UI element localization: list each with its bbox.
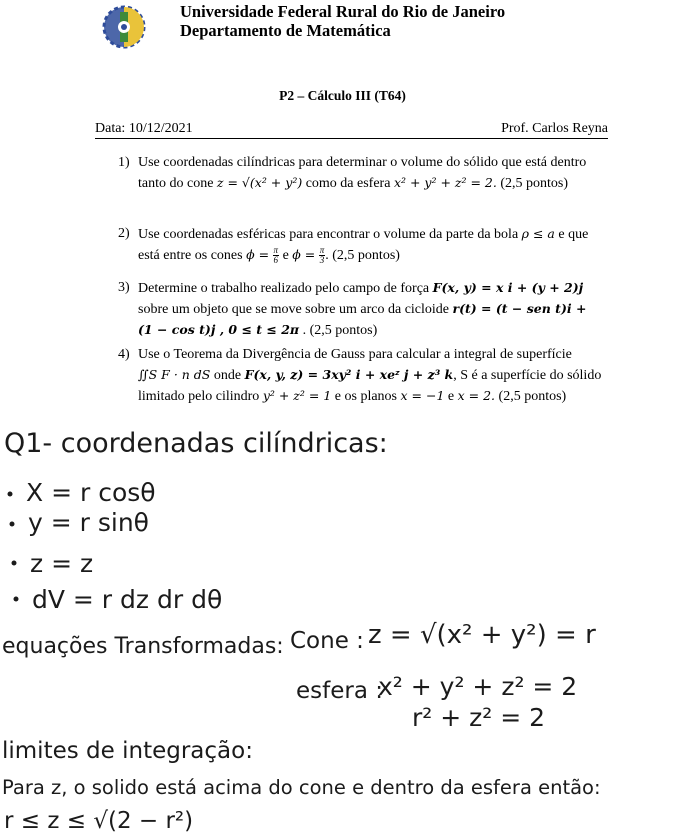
- university-name: Universidade Federal Rural do Rio de Janeiro: [180, 2, 506, 21]
- bullet-dot: [10, 522, 15, 527]
- answer-line: Cone :: [290, 628, 364, 654]
- fraction-numerator: π: [273, 245, 279, 256]
- question-text: onde: [213, 368, 242, 383]
- phi-lhs: ϕ =: [246, 247, 270, 262]
- question-text: como da esfera: [305, 176, 391, 191]
- question-number: 2): [118, 226, 130, 241]
- question-text: sobre um objeto que se move sobre um arco da cicloide: [138, 302, 450, 317]
- surface-integral: ∬S F · n dS: [138, 367, 211, 382]
- question-text: tanto do cone: [138, 176, 214, 191]
- header-divider: [95, 138, 608, 139]
- sphere-equation: x² + y² + z² = 2.: [393, 175, 497, 190]
- question-3: [118, 278, 613, 341]
- question-1: [118, 153, 613, 194]
- answer-equation: z = √(x² + y²) = r: [368, 620, 596, 650]
- fraction-pi-over-6: [273, 246, 280, 265]
- answer-line: z = z: [30, 549, 94, 578]
- bullet-dot: [8, 492, 13, 497]
- question-text: limitado pelo cilindro: [138, 389, 260, 404]
- answer-line: limites de integração:: [2, 738, 253, 764]
- question-4: [118, 345, 613, 407]
- question-text: Use coordenadas esféricas para encontrar o volume da parte da bola: [138, 227, 519, 242]
- phi-lhs: ϕ =: [292, 247, 316, 262]
- answer-line: esfera :: [296, 678, 383, 704]
- answer-line: dV = r dz dr dθ: [32, 585, 223, 614]
- ball-inequality: ρ ≤ a: [521, 226, 555, 241]
- points-label: (2,5 pontos): [500, 176, 569, 191]
- fraction-numerator: π: [319, 245, 325, 256]
- answer-equation: r ≤ z ≤ √(2 − r²): [4, 808, 194, 834]
- question-text: e que: [558, 227, 589, 242]
- question-number: 1): [118, 155, 130, 170]
- bullet-dot: [14, 597, 19, 602]
- points-label: . (2,5 pontos): [302, 323, 378, 338]
- answer-equation: r² + z² = 2: [412, 703, 546, 732]
- professor-name: Prof. Carlos Reyna: [501, 121, 608, 136]
- question-text: e os planos: [334, 389, 397, 404]
- cone-equation: z = √(x² + y²): [216, 175, 303, 190]
- question-2: [118, 224, 613, 266]
- points-label: (2,5 pontos): [498, 389, 567, 404]
- question-text: Determine o trabalho realizado pelo campo de força: [138, 281, 430, 296]
- fraction-denominator: 6: [273, 255, 279, 266]
- plane-equation: x = −1: [400, 388, 445, 403]
- exam-title: P2 – Cálculo III (T64): [279, 88, 406, 103]
- handwritten-answer: [0, 418, 685, 836]
- question-text: e: [447, 389, 455, 404]
- question-text: está entre os cones: [138, 248, 243, 263]
- question-text: Use o Teorema da Divergência de Gauss para calcular a integral de superfície: [138, 347, 572, 362]
- department-name: Departamento de Matemática: [180, 21, 391, 40]
- answer-line: Para z, o solido está acima do cone e dentro da esfera então:: [2, 776, 601, 799]
- question-number: 4): [118, 347, 130, 362]
- answer-equation: x² + y² + z² = 2: [378, 672, 578, 701]
- answer-line: X = r cosθ: [26, 478, 156, 507]
- question-text: , S é a superfície do sólido: [453, 368, 602, 383]
- answer-line: y = r sinθ: [28, 508, 149, 537]
- question-number: 3): [118, 280, 130, 295]
- cycloid-equation: r(t) = (t − sen t)i +: [452, 301, 587, 316]
- question-text: e: [282, 248, 289, 263]
- university-logo-icon: [96, 2, 152, 52]
- bullet-dot: [12, 561, 17, 566]
- answer-line: equações Transformadas:: [2, 634, 284, 659]
- answer-heading: Q1- coordenadas cilíndricas:: [4, 428, 388, 459]
- plane-equation: x = 2.: [457, 388, 496, 403]
- cycloid-equation-continued: (1 − cos t)j , 0 ≤ t ≤ 2π: [138, 322, 300, 337]
- vector-field-equation: F(x, y, z) = 3xy² i + xeᶻ j + z³ k: [244, 367, 454, 382]
- question-text: Use coordenadas cilíndricas para determinar o volume do sólido que está dentro: [138, 155, 587, 170]
- points-label: . (2,5 pontos): [325, 248, 400, 263]
- fraction-denominator: 3: [319, 255, 325, 266]
- force-field-equation: F(x, y) = x i + (y + 2)j: [432, 280, 584, 295]
- cylinder-equation: y² + z² = 1: [262, 388, 332, 403]
- exam-date: Data: 10/12/2021: [95, 121, 193, 136]
